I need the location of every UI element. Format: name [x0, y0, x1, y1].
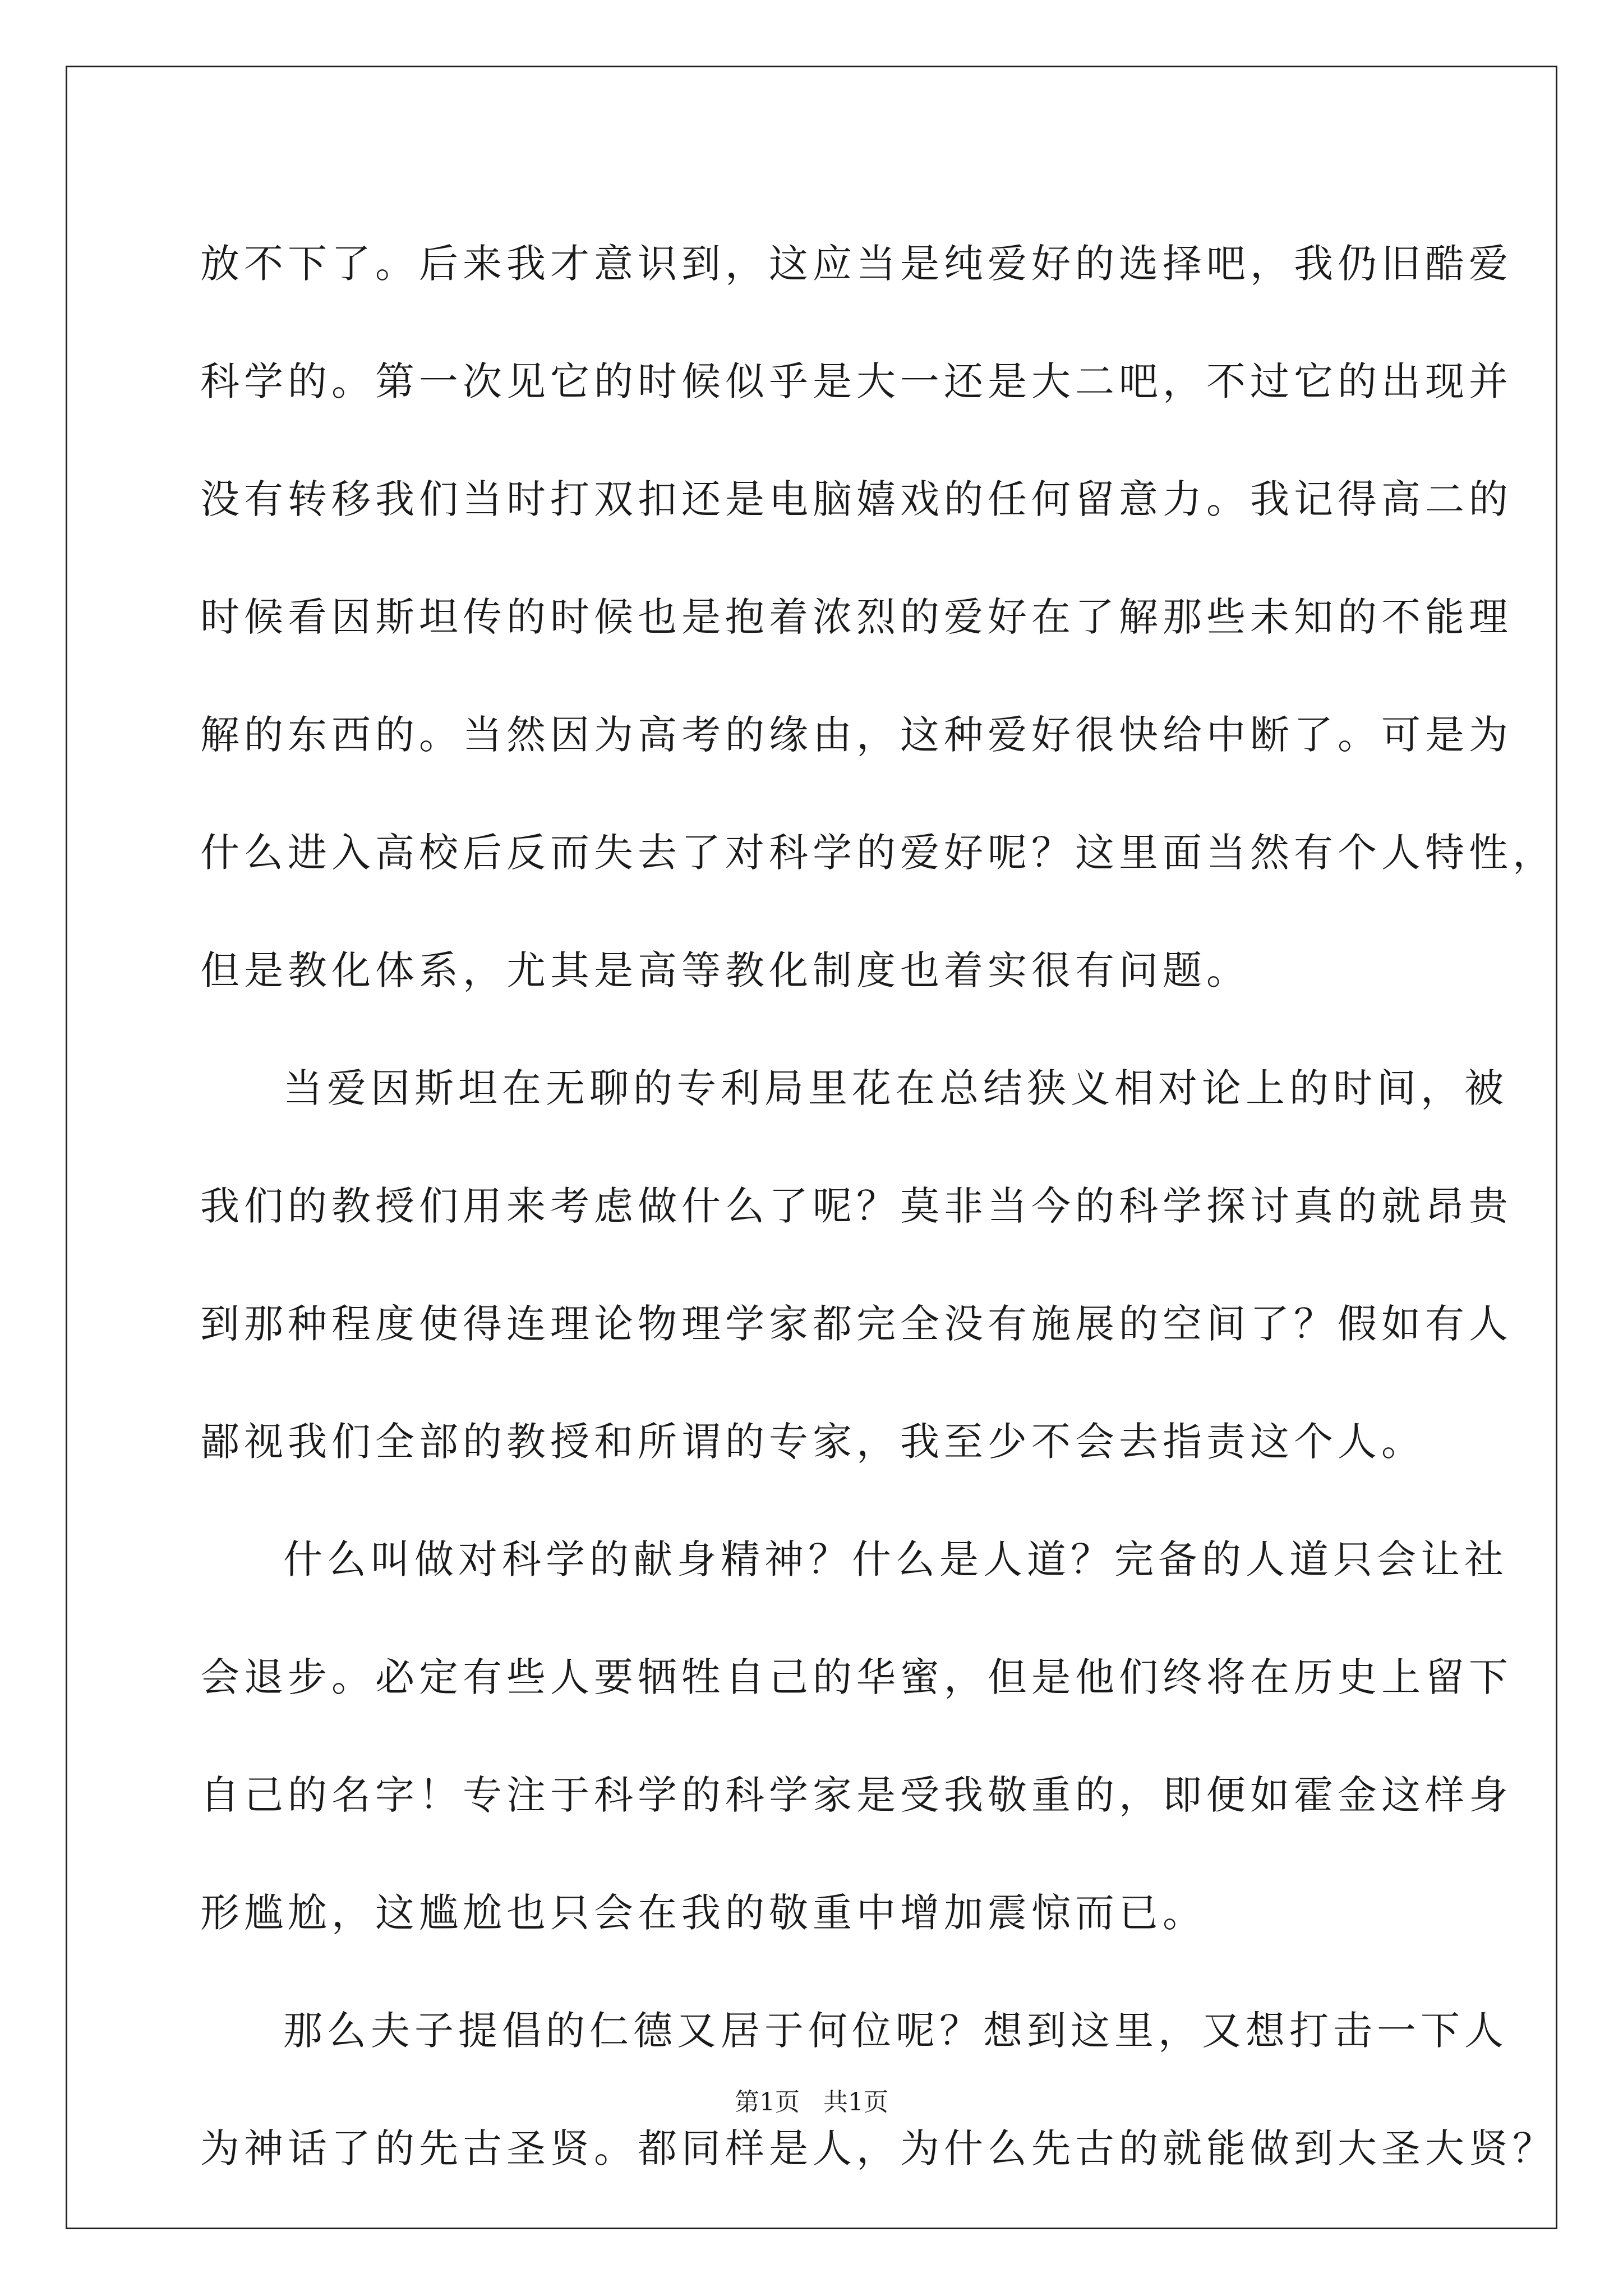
paragraph-first-line: 当爱因斯坦在无聊的专利局里花在总结狭义相对论上的时间，被: [283, 1065, 1508, 1111]
text-line: 解的东西的。当然因为高考的缘由，这种爱好很快给中断了。可是为: [200, 712, 1513, 758]
text-line: 到那种程度使得连理论物理学家都完全没有施展的空间了？假如有人: [200, 1301, 1513, 1347]
text-line: 放不下了。后来我才意识到，这应当是纯爱好的选择吧，我仍旧酷爱: [200, 241, 1513, 287]
text-line: 但是教化体系，尤其是高等教化制度也着实很有问题。: [200, 947, 1250, 993]
text-line: 时候看因斯坦传的时候也是抱着浓烈的爱好在了解那些未知的不能理: [200, 594, 1513, 640]
text-line: 没有转移我们当时打双扣还是电脑嬉戏的任何留意力。我记得高二的: [200, 476, 1513, 522]
text-line: 什么进入高校后反而失去了对科学的爱好呢？这里面当然有个人特性，: [200, 830, 1556, 876]
page-number-footer: 第1页 共1页: [735, 2088, 888, 2116]
paragraph-first-line: 什么叫做对科学的献身精神？什么是人道？完备的人道只会让社: [283, 1536, 1508, 1582]
document-body: [200, 205, 1556, 2207]
text-line: 鄙视我们全部的教授和所谓的专家，我至少不会去指责这个人。: [200, 1419, 1425, 1465]
paragraph-first-line: 那么夫子提倡的仁德又居于何位呢？想到这里，又想打击一下人: [283, 2008, 1508, 2054]
text-line: 会退步。必定有些人要牺牲自己的华蜜，但是他们终将在历史上留下: [200, 1654, 1513, 1700]
text-line: 为神话了的先古圣贤。都同样是人，为什么先古的就能做到大圣大贤？: [200, 2125, 1556, 2171]
text-line: 形尴尬，这尴尬也只会在我的敬重中增加震惊而已。: [200, 1890, 1206, 1936]
text-line: 我们的教授们用来考虑做什么了呢？莫非当今的科学探讨真的就昂贵: [200, 1183, 1513, 1229]
text-line: 自己的名字！专注于科学的科学家是受我敬重的，即便如霍金这样身: [200, 1772, 1513, 1818]
text-line: 科学的。第一次见它的时候似乎是大一还是大二吧，不过它的出现并: [200, 358, 1513, 404]
